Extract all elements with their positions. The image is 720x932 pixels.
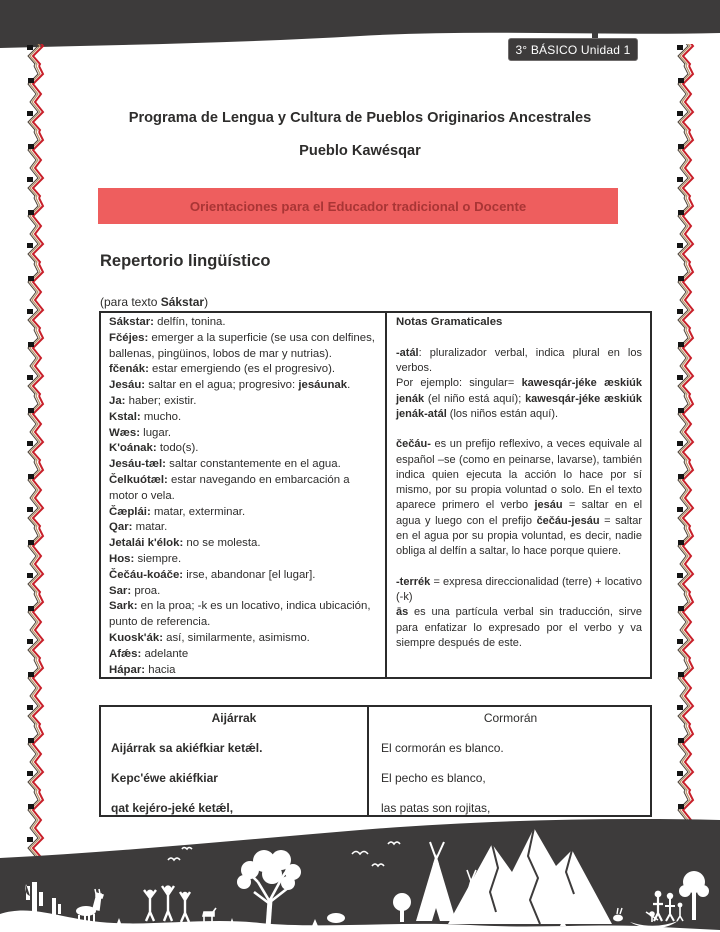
unit-badge — [508, 38, 638, 61]
phrase-header-spanish: Cormorán — [483, 711, 538, 725]
vocab-entry: Čæplái: matar, exterminar. — [109, 505, 246, 518]
footer-landscape-illustration — [0, 816, 720, 932]
orientation-banner — [98, 188, 618, 224]
vocab-entry: Jesáu-tæl: saltar constantemente en el agua. — [109, 458, 341, 471]
right-border-ornament — [676, 44, 702, 856]
vocab-entry: Jetalái k'élok: no se molesta. — [109, 537, 261, 550]
caption-term: Sákstar — [160, 295, 205, 309]
grammar-note-paragraph: čečáu- es un prefijo reflexivo, a veces equivale al español –se (como en peinarse, lavarse), también indica quien ejecuta la acción lo hace por sí mismo, por su propia voluntad o solo. En el texto aparece primero el verbo jesáu = saltar en el agua y luego con el prefijo čečáu-jesáu = saltar en el agua por su propia voluntad, es decir, nadie obliga al delfín a saltar, lo hace porque quiere. — [396, 438, 643, 558]
phrase-header-kawesqar: Aijárrak — [211, 711, 257, 725]
program-title: Programa de Lengua y Cultura de Pueblos Originarios Ancestrales — [128, 110, 592, 126]
grammar-notes-body — [396, 346, 642, 651]
grammar-note-paragraph: Por ejemplo: singular= kawesqár-jéke æskiúk jenák (el niño está aquí); kawesqár-jéke æskiúk jenák-atál (los niños están aquí). — [396, 377, 642, 420]
vocab-entry: Sark: en la proa; -k es un locativo, indica ubicación, punto de referencia. — [109, 600, 371, 629]
grammar-notes-heading: Notas Gramaticales — [396, 316, 503, 328]
phrase-kawesqar-cell: qat kejéro-jeké ketǽl, — [111, 801, 234, 815]
vocab-entry: Qar: matar. — [109, 521, 168, 534]
caption-suffix: ) — [204, 295, 209, 309]
unit-badge-label: 3° BÁSICO Unidad 1 — [515, 42, 631, 57]
phrase-table — [99, 705, 652, 817]
grammar-notes-column — [387, 313, 650, 677]
vocab-entry: Hápar: hacia — [109, 663, 176, 676]
phrase-spanish-cell: El cormorán es blanco. — [381, 741, 504, 755]
vocab-entry: Fčéjes: emerger a la superficie (se usa con delfines, ballenas, pingüinos, lobos de mar y nutrias). — [109, 331, 375, 360]
pueblo-subtitle: Pueblo Kawésqar — [299, 143, 421, 159]
vocab-entry: Sar: proa. — [109, 584, 161, 597]
phrase-kawesqar-cell: Aijárrak sa akiéfkiar ketǽl. — [111, 741, 263, 755]
caption-prefix: (para texto — [100, 295, 161, 309]
vocab-table — [99, 311, 652, 679]
section-heading: Repertorio lingüístico — [100, 252, 271, 270]
vocab-entry: Hos: siempre. — [109, 552, 182, 565]
phrase-column-kawesqar — [101, 707, 369, 815]
phrase-kawesqar-cell: Kepc'éwe akiéfkiar — [111, 771, 218, 785]
left-border-ornament — [20, 44, 46, 856]
phrase-spanish-cell: El pecho es blanco, — [381, 771, 486, 785]
vocab-entry: Čečáu-koáče: irse, abandonar [el lugar]. — [109, 568, 316, 581]
vocab-column — [101, 313, 387, 677]
vocab-entry: Sákstar: delfín, tonina. — [109, 316, 226, 328]
vocab-entry: Ja: haber; existir. — [109, 394, 197, 407]
vocab-entry: Jesáu: saltar en el agua; progresivo: jesáunak. — [109, 379, 351, 392]
table-caption — [100, 295, 208, 309]
vocab-entry: K'oának: todo(s). — [109, 442, 199, 455]
grammar-note-paragraph: ās es una partícula verbal sin traducción, sirve para enfatizar lo expresado por el verbo y va siempre después de este. — [396, 606, 642, 649]
grammar-note-paragraph: -terrék = expresa direccionalidad (terre) + locativo (-k) — [396, 575, 642, 603]
phrase-spanish-cell: las patas son rojitas, — [381, 801, 491, 815]
phrase-column-spanish — [369, 707, 650, 815]
grammar-note-paragraph: -atál: pluralizador verbal, indica plural en los verbos. — [396, 346, 642, 375]
vocab-entry: Kstal: mucho. — [109, 410, 182, 423]
vocab-entry: Kuosk'ák: así, similarmente, asimismo. — [109, 631, 310, 644]
orientation-banner-label: Orientaciones para el Educador tradicional o Docente — [189, 198, 527, 214]
vocab-entry: Afǽs: adelante — [109, 647, 189, 660]
vocab-entry: Čelkuótæl: estar navegando en embarcación a motor o vela. — [109, 473, 350, 502]
vocab-entry: Wæs: lugar. — [109, 426, 172, 439]
vocab-entry: fčenák: estar emergiendo (es el progresivo). — [109, 363, 336, 376]
